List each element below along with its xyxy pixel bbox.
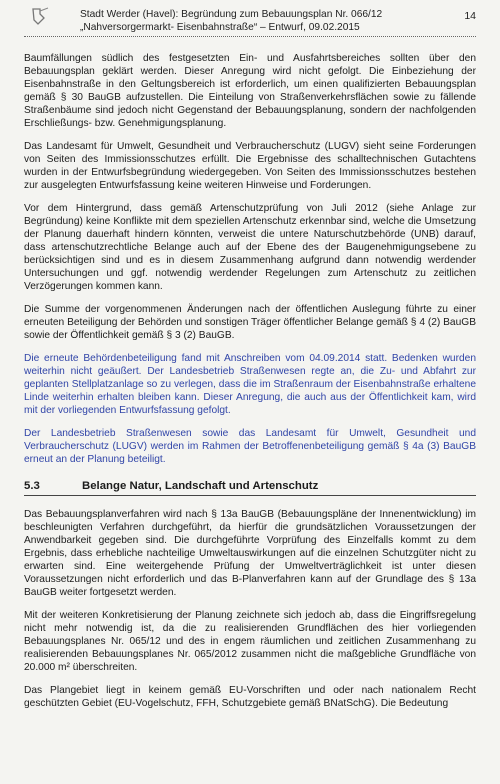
- paragraph: Mit der weiteren Konkretisierung der Planung zeichnete sich jedoch ab, dass die Eingriffsregelung nicht mehr notwendig ist, da die zu realisierenden Grundflächen des hier vorliegenden Bebauungsplanes Nr. 065/12 und des in engem räumlichen und zeitlichen Zusammenhang zu realisierenden Bebauungsplanes Nr. 065/2012 zusammen nicht die maßgebliche Grundfläche von 20.000 m² überschreiten.: [24, 610, 476, 673]
- section-heading: [24, 480, 476, 496]
- page-number: 14: [464, 10, 476, 22]
- section-title: Belange Natur, Landschaft und Artenschutz: [82, 480, 319, 492]
- header-divider: [24, 36, 476, 37]
- paragraph: Das Plangebiet liegt in keinem gemäß EU-Vorschriften und oder nach nationalem Recht geschützten Gebiet (EU-Vogelschutz, FFH, Schutzgebiete gemäß BNatSchG). Die Bedeutung: [24, 685, 476, 709]
- paragraph: Vor dem Hintergrund, dass gemäß Artenschutzprüfung von Juli 2012 (siehe Anlage zur Begründung) keine Konflikte mit dem speziellen Artenschutz erkennbar sind, welche die Umsetzung der Planung dauerhaft hindern könnten, verweist die untere Naturschutzbehörde (UNB) darauf, dass artenschutzrechtliche Belange auch auf der Ebene des der Baugenehmigungsebene zu berücksichtigen sind und es in diesem Zusammenhang aufgrund dann notwendig werdender Untersuchungen und ggf. notwendig werdender Regelungen zum Artenschutz zu zeitlichen Verzögerungen kommen kann.: [24, 203, 476, 292]
- paragraph: Das Bebauungsplanverfahren wird nach § 13a BauGB (Bebauungspläne der Innenentwicklung) im beschleunigten Verfahren durchgeführt, da hierfür die grundsätzlichen Voraussetzungen der Anwendbarkeit gegeben sind. Die durchgeführte Vorprüfung des Einzelfalls kommt zu dem Ergebnis, dass erhebliche nachteilige Umweltauswirkungen auf die einzelnen Schutzgüter nicht zu erwarten sind. Eine weitergehende Prüfung der Umweltverträglichkeit ist unter diesen Voraussetzungen nicht erforderlich und das B-Planverfahren kann auf der Grundlage des § 13a BauGB weiter fortgesetzt werden.: [24, 509, 476, 598]
- paragraph: Die Summe der vorgenommenen Änderungen nach der öffentlichen Auslegung führte zu einer erneuten Beteiligung der Behörden und sonstigen Träger öffentlicher Belange gemäß § 4 (2) BauGB sowie der Öffentlichkeit gemäß § 3 (2) BauGB.: [24, 304, 476, 341]
- paragraph-highlighted: Die erneute Behördenbeteiligung fand mit Anschreiben vom 04.09.2014 statt. Bedenken wurden weiterhin nicht geäußert. Der Landesbetrieb Straßenwesen regte an, die Zu- und Abfahrt zur geplanten Stellplatzanlage so zu verlegen, dass die im Straßenraum der Eisenbahnstraße erhaltene Linde weiterhin erhalten bleiben kann. Dieser Anregung, die auch aus der Öffentlichkeit kam, wird mit der vorliegenden Entwurfsfassung gefolgt.: [24, 353, 476, 416]
- main-content: [24, 52, 476, 720]
- city-coat-of-arms-icon: [30, 6, 56, 28]
- page-header-title: Stadt Werder (Havel): Begründung zum Bebauungsplan Nr. 066/12 „Nahversorgermarkt- Eisenbahnstraße“ – Entwurf, 09.02.2015: [80, 9, 383, 33]
- paragraph-highlighted: Der Landesbetrieb Straßenwesen sowie das Landesamt für Umwelt, Gesundheit und Verbraucherschutz (LUGV) werden im Rahmen der Betroffenenbeteiligung gemäß § 4a (3) BauGB erneut an der Planung beteiligt.: [24, 428, 476, 465]
- paragraph: Baumfällungen südlich des festgesetzten Ein- und Ausfahrtsbereiches sollten über den Bebauungsplan geklärt werden. Dieser Anregung wird nicht gefolgt. Die Einbeziehung der Eisenbahnstraße in den Geltungsbereich ist erforderlich, um einen qualifizierten Bebauungsplan gemäß § 30 BauGB aufzustellen. Die Einteilung von Straßenverkehrsflächen sowie zu fällende Straßenbäume sind jedoch nicht Gegenstand der Bebauungsplanung, sondern der nachfolgenden Erschließungs- bzw. Genehmigungsplanung.: [24, 53, 476, 129]
- section-number: 5.3: [24, 480, 40, 492]
- paragraph: Das Landesamt für Umwelt, Gesundheit und Verbraucherschutz (LUGV) sieht seine Forderungen von Seiten des Immissionsschutzes erfüllt. Die Ergebnisse des schalltechnischen Gutachtens wurden in der Entwurfsbegründung wiedergegeben. Von Seiten des Immissionsschutzes bestehen zur ausgelegten Entwurfsfassung keine weiteren Hinweise und Forderungen.: [24, 141, 476, 191]
